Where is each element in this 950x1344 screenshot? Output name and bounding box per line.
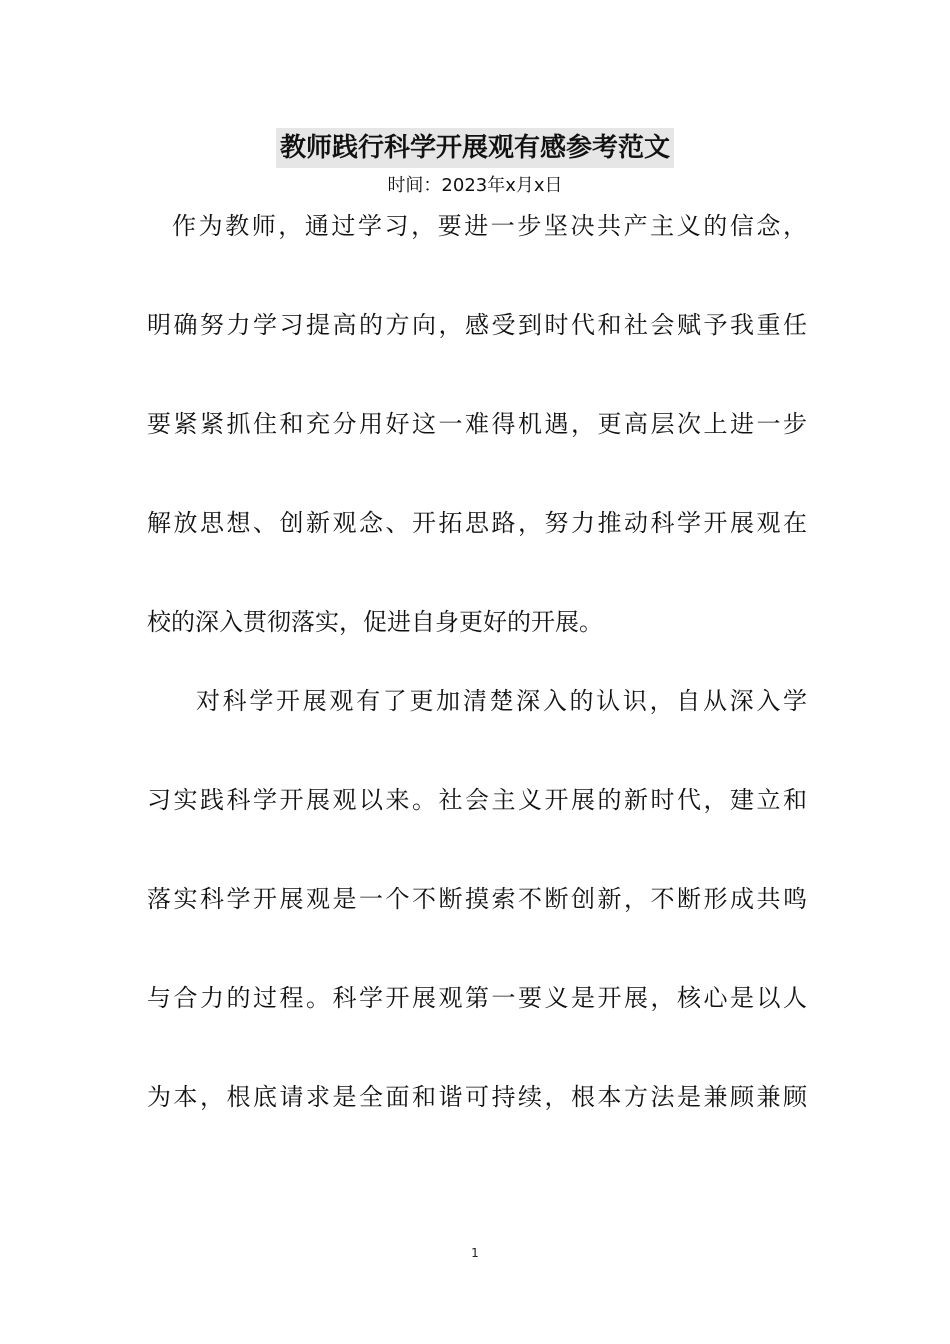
paragraph-line: 习实践科学开展观以来。社会主义开展的新时代，建立和 [147,786,807,814]
title-block [0,128,950,168]
paragraph-line: 作为教师，通过学习，要进一步坚决共产主义的信念， [172,212,807,240]
paragraph-line: 对科学开展观有了更加清楚深入的认识，自从深入学 [196,687,807,715]
paragraph-line: 落实科学开展观是一个不断摸索不断创新，不断形成共鸣 [147,885,807,913]
paragraph-line: 明确努力学习提高的方向，感受到时代和社会赋予我重任 [147,311,807,339]
paragraph-line: 为本，根底请求是全面和谐可持续，根本方法是兼顾兼顾 [147,1083,807,1111]
page-number: 1 [471,1246,479,1260]
document-title: 教师践行科学开展观有感参考范文 [276,128,674,168]
paragraph-line: 与合力的过程。科学开展观第一要义是开展，核心是以人 [147,984,807,1012]
paragraph-line: 解放思想、创新观念、开拓思路，努力推动科学开展观在 [147,509,807,537]
paragraph-line: 校的深入贯彻落实，促进自身更好的开展。 [147,608,603,636]
date-line: 时间：2023年x月x日 [387,175,563,196]
paragraph-line: 要紧紧抓住和充分用好这一难得机遇，更高层次上进一步 [147,410,807,438]
